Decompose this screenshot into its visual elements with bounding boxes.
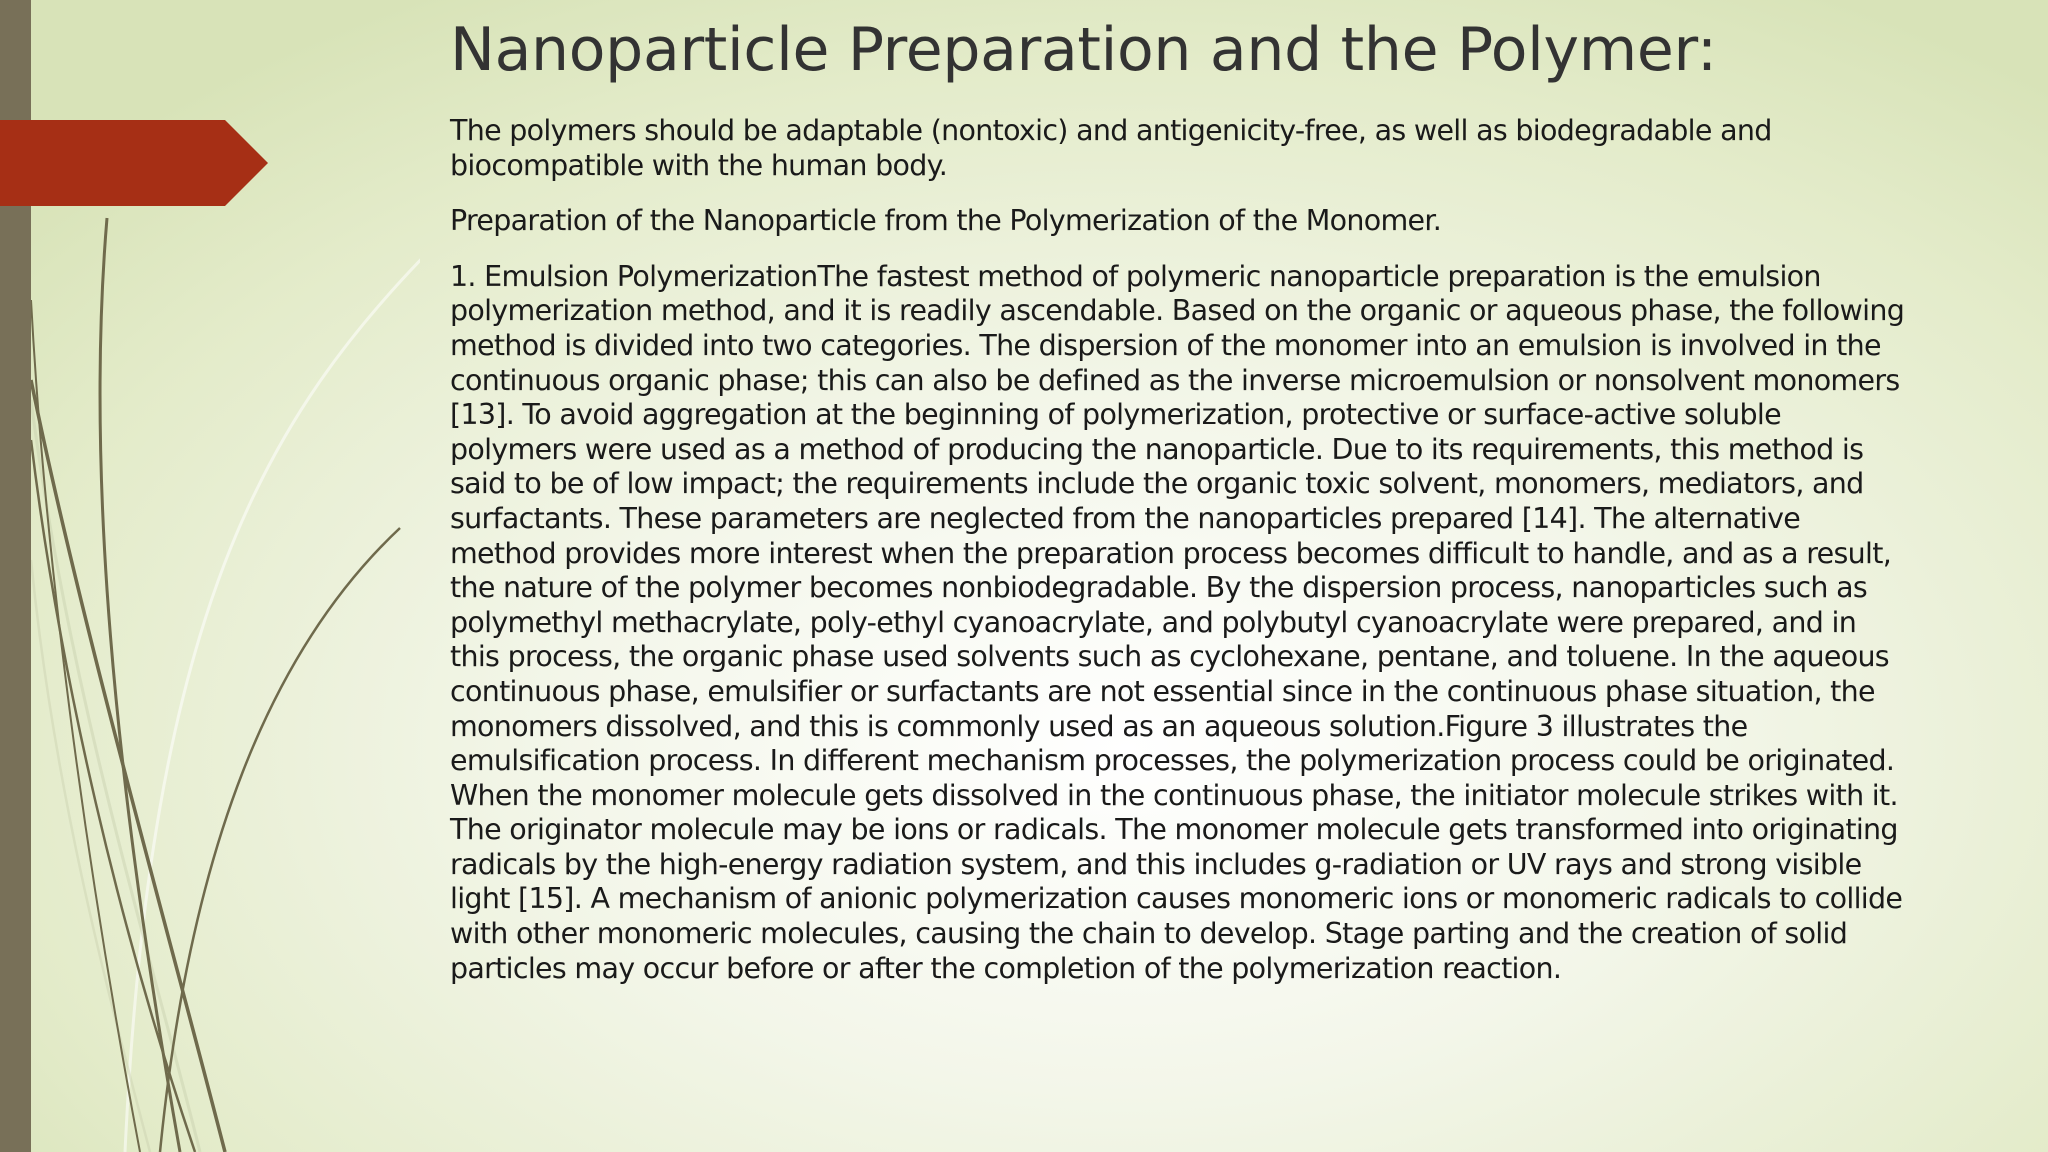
stem-3 (31, 440, 195, 1152)
stem-4 (160, 528, 400, 1152)
stem-5 (31, 300, 140, 1152)
paragraph-preparation-heading: Preparation of the Nanoparticle from the Polymerization of the Monomer. (450, 204, 1442, 238)
slide-title: Nanoparticle Preparation and the Polymer: (450, 15, 1717, 85)
paragraph-emulsion-polymerization: 1. Emulsion PolymerizationThe fastest method of polymeric nanoparticle preparation is the emulsion polymerization method, and it is readily ascendable. Based on the organic or aqueous phase, the following method is divided into two categories. The dispersion of the monomer into an emulsion is involved in the continuous organic phase; this can also be defined as the inverse microemulsion or nonsolvent monomers [13]. To avoid aggregation at the beginning of polymerization, protective or surface-active soluble polymers were used as a method of producing the nanoparticle. Due to its requirements, this method is said to be of low impact; the requirements include the organic toxic solvent, monomers, mediators, and surfactants. These parameters are neglected from the nanoparticles prepared [14]. The alternative method provides more interest when the preparation process becomes difficult to handle, and as a result, the nature of the polymer becomes nonbiodegradable. By the dispersion process, nanoparticles such as polymethyl methacrylate, poly-ethyl cyanoacrylate, and polybutyl cyanoacrylate were prepared, and in this process, the organic phase used solvents such as cyclohexane, pentane, and toluene. In the aqueous continuous phase, emulsifier or surfactants are not essential since in the continuous phase situation, the monomers dissolved, and this is commonly used as an aqueous solution.Figure 3 illustrates the emulsification process. In different mechanism processes, the polymerization process could be originated. When the monomer molecule gets dissolved in the continuous phase, the initiator molecule strikes with it. The originator molecule may be ions or radicals. The monomer molecule gets transformed into originating radicals by the high-energy radiation system, and this includes g-radiation or UV rays and strong visible light [15]. A mechanism of anionic polymerization causes monomeric ions or monomeric radicals to collide with other monomeric molecules, causing the chain to develop. Stage parting and the creation of solid particles may occur before or after the completion of the polymerization reaction. (450, 259, 1905, 985)
red-arrow-shape (0, 120, 270, 206)
faint-stem-1 (125, 240, 420, 1152)
slide-body (450, 114, 1910, 1007)
stem-1 (100, 218, 180, 1152)
paragraph-polymer-requirements: The polymers should be adaptable (nontoxic) and antigenicity-free, as well as biodegradable and biocompatible with the human body. (450, 114, 1772, 182)
